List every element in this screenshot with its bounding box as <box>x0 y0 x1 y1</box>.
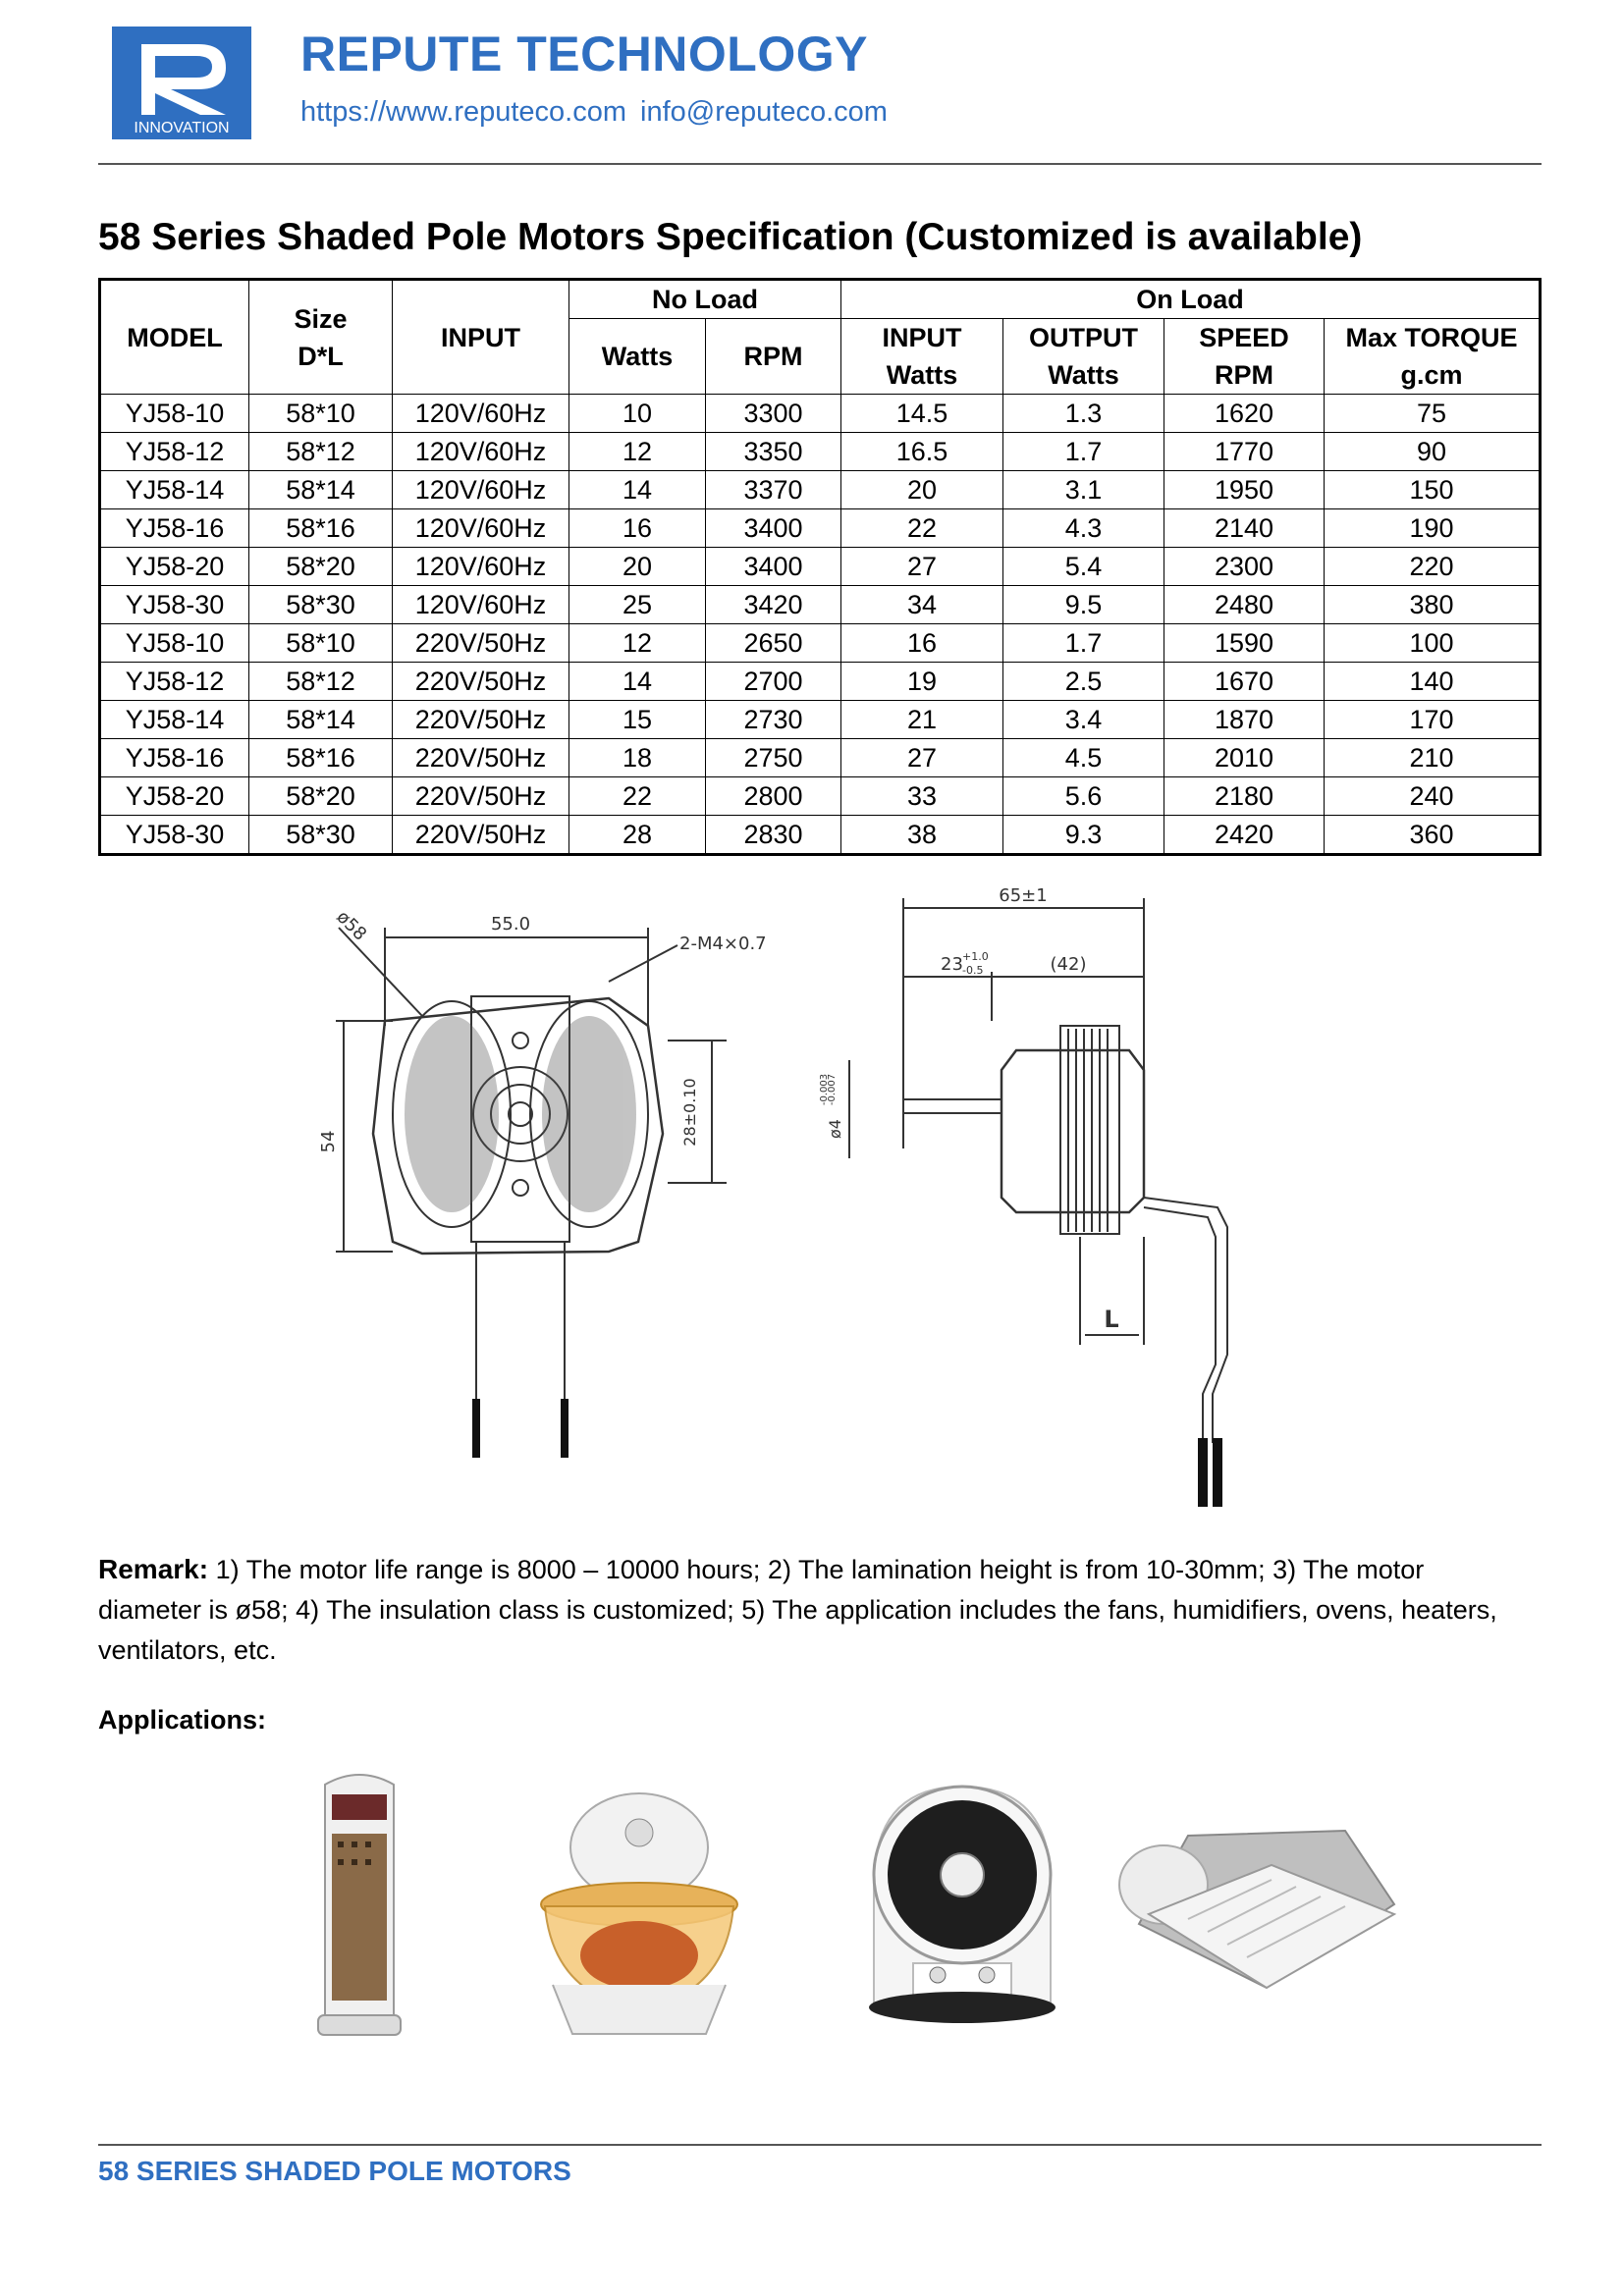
table-cell: 3.1 <box>1003 471 1164 509</box>
table-cell: 120V/60Hz <box>393 509 569 548</box>
table-cell: 90 <box>1325 433 1541 471</box>
table-cell: 220V/50Hz <box>393 663 569 701</box>
table-cell: 58*30 <box>249 816 393 855</box>
table-cell: 1620 <box>1164 395 1325 433</box>
table-cell: 220V/50Hz <box>393 624 569 663</box>
table-cell: 38 <box>841 816 1003 855</box>
dim-total: 65±1 <box>999 885 1048 906</box>
table-cell: 1.7 <box>1003 624 1164 663</box>
col-nl-rpm: RPM <box>706 319 841 395</box>
col-model: MODEL <box>100 280 249 395</box>
table-cell: 58*20 <box>249 777 393 816</box>
table-cell: YJ58-20 <box>100 548 249 586</box>
table-cell: 150 <box>1325 471 1541 509</box>
table-cell: 16 <box>841 624 1003 663</box>
table-cell: 14 <box>569 471 706 509</box>
table-cell: 25 <box>569 586 706 624</box>
table-cell: 58*12 <box>249 433 393 471</box>
company-name: REPUTE TECHNOLOGY <box>300 27 868 81</box>
table-cell: 16 <box>569 509 706 548</box>
dim-height: 54 <box>318 1130 339 1153</box>
table-cell: 16.5 <box>841 433 1003 471</box>
table-cell: 210 <box>1325 739 1541 777</box>
table-cell: 22 <box>841 509 1003 548</box>
table-cell: 4.3 <box>1003 509 1164 548</box>
table-cell: YJ58-20 <box>100 777 249 816</box>
document-title: 58 Series Shaded Pole Motors Specification (Customized is available) <box>98 216 1363 258</box>
table-cell: 22 <box>569 777 706 816</box>
group-on-load: On Load <box>841 280 1541 319</box>
table-cell: 220V/50Hz <box>393 777 569 816</box>
table-cell: 10 <box>569 395 706 433</box>
table-cell: 2700 <box>706 663 841 701</box>
table-row <box>100 663 1541 701</box>
table-cell: 140 <box>1325 663 1541 701</box>
table-cell: YJ58-16 <box>100 739 249 777</box>
table-cell: 20 <box>841 471 1003 509</box>
table-cell: 5.4 <box>1003 548 1164 586</box>
group-no-load: No Load <box>569 280 841 319</box>
table-cell: 18 <box>569 739 706 777</box>
table-cell: 58*12 <box>249 663 393 701</box>
spec-table <box>98 278 1542 856</box>
table-cell: 2180 <box>1164 777 1325 816</box>
table-cell: 120V/60Hz <box>393 471 569 509</box>
col-ol-input: INPUT Watts <box>841 319 1003 395</box>
table-cell: 170 <box>1325 701 1541 739</box>
table-cell: 120V/60Hz <box>393 586 569 624</box>
table-cell: 1770 <box>1164 433 1325 471</box>
table-cell: 1670 <box>1164 663 1325 701</box>
company-logo <box>112 27 251 139</box>
table-row <box>100 816 1541 855</box>
table-cell: 33 <box>841 777 1003 816</box>
table-cell: 220V/50Hz <box>393 739 569 777</box>
table-cell: 240 <box>1325 777 1541 816</box>
table-row <box>100 395 1541 433</box>
table-cell: 100 <box>1325 624 1541 663</box>
table-row <box>100 701 1541 739</box>
header-divider <box>98 163 1542 165</box>
website-link[interactable]: https://www.reputeco.com <box>300 96 627 128</box>
footer-divider <box>98 2144 1542 2146</box>
table-cell: YJ58-10 <box>100 624 249 663</box>
table-cell: 2830 <box>706 816 841 855</box>
heater-image <box>310 1765 408 2045</box>
email-link[interactable]: info@reputeco.com <box>640 96 888 128</box>
table-cell: 58*14 <box>249 471 393 509</box>
table-cell: 15 <box>569 701 706 739</box>
dim-a-tol-upper: +1.0 <box>962 950 989 963</box>
table-row <box>100 433 1541 471</box>
col-ol-torque: Max TORQUE g.cm <box>1325 319 1541 395</box>
table-cell: YJ58-10 <box>100 395 249 433</box>
table-cell: 14 <box>569 663 706 701</box>
table-row <box>100 471 1541 509</box>
table-cell: 3350 <box>706 433 841 471</box>
col-size: Size D*L <box>249 280 393 395</box>
col-input: INPUT <box>393 280 569 395</box>
table-cell: 3.4 <box>1003 701 1164 739</box>
table-cell: 19 <box>841 663 1003 701</box>
table-cell: YJ58-14 <box>100 471 249 509</box>
col-ol-speed: SPEED RPM <box>1164 319 1325 395</box>
table-cell: 12 <box>569 624 706 663</box>
table-cell: 2800 <box>706 777 841 816</box>
table-cell: 3400 <box>706 509 841 548</box>
table-cell: 3300 <box>706 395 841 433</box>
table-cell: 120V/60Hz <box>393 433 569 471</box>
table-cell: 9.3 <box>1003 816 1164 855</box>
table-cell: 21 <box>841 701 1003 739</box>
table-cell: 220V/50Hz <box>393 816 569 855</box>
table-cell: 4.5 <box>1003 739 1164 777</box>
dim-b: (42) <box>1050 954 1087 975</box>
table-cell: 27 <box>841 548 1003 586</box>
table-cell: 1.3 <box>1003 395 1164 433</box>
table-cell: 58*10 <box>249 624 393 663</box>
table-cell: 75 <box>1325 395 1541 433</box>
table-row <box>100 586 1541 624</box>
table-cell: 3370 <box>706 471 841 509</box>
air-circulator-fan-image <box>844 1767 1075 2027</box>
table-cell: YJ58-30 <box>100 586 249 624</box>
table-cell: 1590 <box>1164 624 1325 663</box>
table-cell: YJ58-30 <box>100 816 249 855</box>
table-cell: 120V/60Hz <box>393 395 569 433</box>
table-cell: 120V/60Hz <box>393 548 569 586</box>
table-cell: YJ58-12 <box>100 433 249 471</box>
table-cell: 190 <box>1325 509 1541 548</box>
table-cell: 28 <box>569 816 706 855</box>
table-cell: 58*16 <box>249 739 393 777</box>
table-cell: 34 <box>841 586 1003 624</box>
table-cell: 2730 <box>706 701 841 739</box>
table-cell: YJ58-12 <box>100 663 249 701</box>
table-cell: 3400 <box>706 548 841 586</box>
dim-shaft: ø4 <box>826 1119 844 1139</box>
table-cell: YJ58-14 <box>100 701 249 739</box>
table-cell: 2010 <box>1164 739 1325 777</box>
header-row-1 <box>100 280 1541 319</box>
dim-diameter: ø58 <box>332 906 371 945</box>
dim-l: L <box>1104 1306 1119 1333</box>
dim-a-tol-lower: -0.5 <box>962 964 984 977</box>
table-cell: 2.5 <box>1003 663 1164 701</box>
table-cell: 360 <box>1325 816 1541 855</box>
table-cell: 2480 <box>1164 586 1325 624</box>
table-cell: 14.5 <box>841 395 1003 433</box>
table-cell: 2300 <box>1164 548 1325 586</box>
table-cell: 58*10 <box>249 395 393 433</box>
remark-paragraph <box>98 1549 1532 1671</box>
footer-title: 58 SERIES SHADED POLE MOTORS <box>98 2156 571 2186</box>
table-cell: 380 <box>1325 586 1541 624</box>
remark-text: 1) The motor life range is 8000 – 10000 hours; 2) The lamination height is from 10-30mm; 3) The motor diameter is ø58; 4) The insulation class is customized; 5) The application includes the fans, humidifiers, ovens, heaters, ventilators, etc. <box>98 1555 1497 1665</box>
applications-label: Applications: <box>98 1705 267 1735</box>
dim-shaft-tol-upper: -0.003 <box>819 1073 830 1106</box>
table-row <box>100 509 1541 548</box>
dim-a: 23 <box>941 954 963 975</box>
remark-label: Remark: <box>98 1554 209 1584</box>
ventilation-fan-image <box>1110 1816 1404 1998</box>
table-cell: 220V/50Hz <box>393 701 569 739</box>
table-row <box>100 548 1541 586</box>
col-ol-output: OUTPUT Watts <box>1003 319 1164 395</box>
table-cell: 2420 <box>1164 816 1325 855</box>
side-view-drawing <box>805 883 1276 1512</box>
table-cell: 220 <box>1325 548 1541 586</box>
dim-shaft-tol-lower: -0.007 <box>827 1073 838 1106</box>
table-cell: 27 <box>841 739 1003 777</box>
table-cell: 1950 <box>1164 471 1325 509</box>
table-cell: 58*30 <box>249 586 393 624</box>
table-cell: 2140 <box>1164 509 1325 548</box>
table-cell: 12 <box>569 433 706 471</box>
table-row <box>100 624 1541 663</box>
table-cell: 58*20 <box>249 548 393 586</box>
dim-holes: 2-M4×0.7 <box>679 934 767 954</box>
table-cell: 9.5 <box>1003 586 1164 624</box>
table-row <box>100 739 1541 777</box>
table-cell: 5.6 <box>1003 777 1164 816</box>
logo-text: INNOVATION <box>134 120 230 136</box>
table-cell: YJ58-16 <box>100 509 249 548</box>
table-cell: 58*16 <box>249 509 393 548</box>
halogen-oven-image <box>533 1789 744 2039</box>
table-cell: 2750 <box>706 739 841 777</box>
col-nl-watts: Watts <box>569 319 706 395</box>
contact-links <box>300 96 901 129</box>
table-cell: 20 <box>569 548 706 586</box>
front-view-drawing <box>314 888 785 1468</box>
dim-spacing: 28±0.10 <box>680 1078 699 1147</box>
table-cell: 3420 <box>706 586 841 624</box>
table-cell: 1.7 <box>1003 433 1164 471</box>
dim-width: 55.0 <box>490 914 531 934</box>
table-cell: 58*14 <box>249 701 393 739</box>
table-cell: 2650 <box>706 624 841 663</box>
table-cell: 1870 <box>1164 701 1325 739</box>
table-row <box>100 777 1541 816</box>
